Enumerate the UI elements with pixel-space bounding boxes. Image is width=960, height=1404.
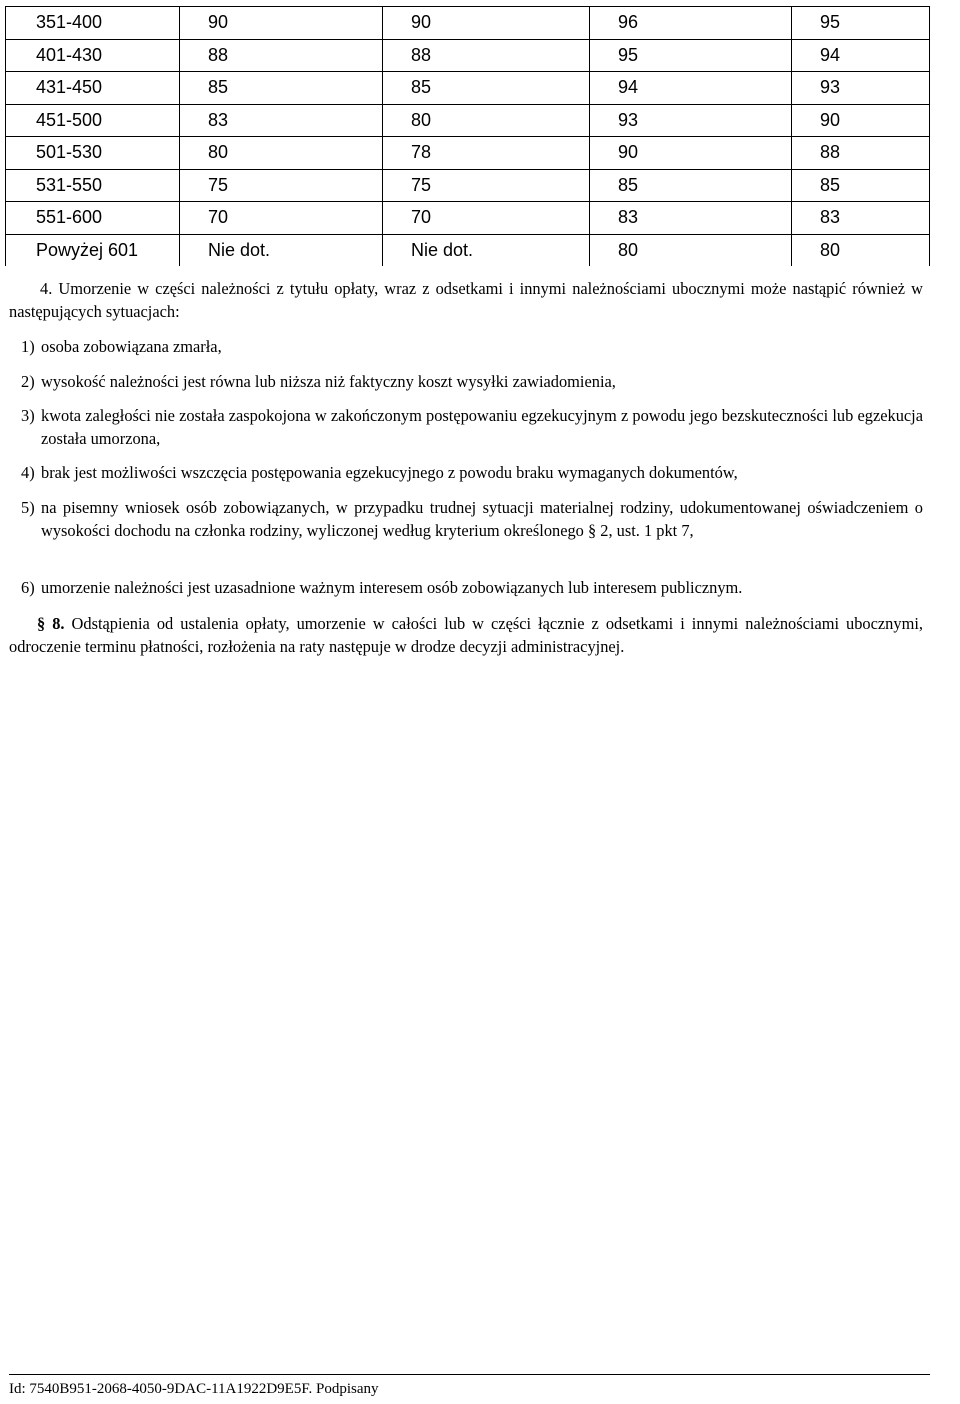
table-cell: 85 xyxy=(792,169,930,202)
table-cell: 351-400 xyxy=(6,7,180,40)
list-item-number: 5) xyxy=(21,498,35,517)
list-item-number: 3) xyxy=(21,406,35,425)
list-item xyxy=(21,335,923,358)
table-cell: 88 xyxy=(383,39,590,72)
list-item-text: wysokość należności jest równa lub niższa niż faktyczny koszt wysyłki zawiadomienia, xyxy=(41,372,616,391)
table-cell: 94 xyxy=(792,39,930,72)
footer-divider xyxy=(9,1374,930,1375)
table-cell: 90 xyxy=(383,7,590,40)
table-cell: 96 xyxy=(590,7,792,40)
table-cell: Nie dot. xyxy=(383,234,590,266)
list-item xyxy=(21,496,923,542)
table-row xyxy=(6,234,930,266)
list-item-number: 6) xyxy=(21,578,35,597)
table-cell: 85 xyxy=(180,72,383,105)
table-cell: Nie dot. xyxy=(180,234,383,266)
table-cell: 80 xyxy=(383,104,590,137)
table-cell: 80 xyxy=(590,234,792,266)
table-row xyxy=(6,137,930,170)
table-cell: 93 xyxy=(792,72,930,105)
table-cell: 78 xyxy=(383,137,590,170)
table-cell: 83 xyxy=(792,202,930,235)
list-item xyxy=(21,461,923,484)
table-cell: 83 xyxy=(590,202,792,235)
table-cell: 93 xyxy=(590,104,792,137)
table-cell: Powyżej 601 xyxy=(6,234,180,266)
table-row xyxy=(6,104,930,137)
table-cell: 501-530 xyxy=(6,137,180,170)
table-cell: 94 xyxy=(590,72,792,105)
table-cell: 431-450 xyxy=(6,72,180,105)
list-item xyxy=(21,576,923,599)
table-cell: 88 xyxy=(792,137,930,170)
list-item-number: 2) xyxy=(21,372,35,391)
section-8-marker: § 8. xyxy=(37,614,65,633)
table-row xyxy=(6,202,930,235)
table-cell: 95 xyxy=(590,39,792,72)
paragraph-4: 4. Umorzenie w części należności z tytułu opłaty, wraz z odsetkami i innymi należnościami ubocznymi może nastąpić również w następujących sytuacjach: xyxy=(9,279,923,321)
table-cell: 75 xyxy=(383,169,590,202)
table-cell: 70 xyxy=(383,202,590,235)
table-cell: 83 xyxy=(180,104,383,137)
table-cell: 401-430 xyxy=(6,39,180,72)
table-row xyxy=(6,39,930,72)
table-cell: 551-600 xyxy=(6,202,180,235)
table-row xyxy=(6,72,930,105)
list-item xyxy=(21,404,923,450)
table-cell: 80 xyxy=(792,234,930,266)
list-item xyxy=(21,370,923,393)
table-cell: 451-500 xyxy=(6,104,180,137)
table-cell: 95 xyxy=(792,7,930,40)
table-cell: 90 xyxy=(792,104,930,137)
table-cell: 80 xyxy=(180,137,383,170)
table-cell: 90 xyxy=(180,7,383,40)
list-item-number: 1) xyxy=(21,337,35,356)
table-cell: 75 xyxy=(180,169,383,202)
list-item-text: umorzenie należności jest uzasadnione ważnym interesem osób zobowiązanych lub interesem publicznym. xyxy=(41,578,743,597)
table-row xyxy=(6,7,930,40)
list-item-text: brak jest możliwości wszczęcia postępowania egzekucyjnego z powodu braku wymaganych dokumentów, xyxy=(41,463,738,482)
section-8-text: Odstąpienia od ustalenia opłaty, umorzenie w całości lub w części łącznie z odsetkami i innymi należnościami ubocznymi, odroczenie terminu płatności, rozłożenia na raty następuje w drodze decyzji administracyjnej. xyxy=(9,614,923,656)
table-cell: 70 xyxy=(180,202,383,235)
table-row xyxy=(6,169,930,202)
table-cell: 531-550 xyxy=(6,169,180,202)
table-cell: 85 xyxy=(590,169,792,202)
table-cell: 85 xyxy=(383,72,590,105)
document-id-footer: Id: 7540B951-2068-4050-9DAC-11A1922D9E5F. Podpisany xyxy=(9,1381,379,1397)
section-8 xyxy=(9,612,923,658)
table-cell: 88 xyxy=(180,39,383,72)
list-item-text: kwota zaległości nie została zaspokojona w zakończonym postępowaniu egzekucyjnym z powodu jego bezskuteczności lub egzekucja została umorzona, xyxy=(41,406,923,448)
list-item-text: osoba zobowiązana zmarła, xyxy=(41,337,222,356)
list-item-number: 4) xyxy=(21,463,35,482)
rates-table xyxy=(5,6,930,266)
table-cell: 90 xyxy=(590,137,792,170)
list-item-text: na pisemny wniosek osób zobowiązanych, w przypadku trudnej sytuacji materialnej rodziny, udokumentowanej oświadczeniem o wysokości dochodu na członka rodziny, wyliczonej według kryterium określonego § 2, ust. 1 pkt 7, xyxy=(41,498,923,540)
